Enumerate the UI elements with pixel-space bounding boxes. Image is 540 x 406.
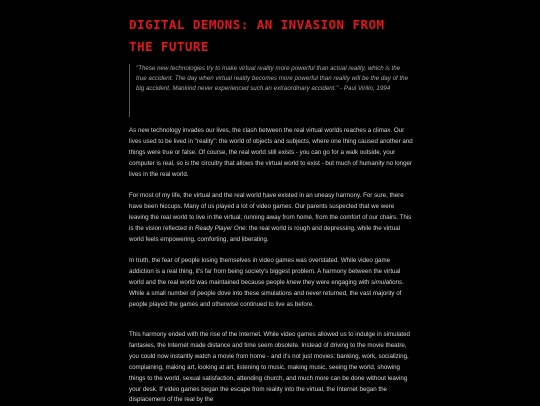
paragraph-4: This harmony ended with the rise of the Internet. While video games allowed us to indulge in simulated fantasies, the Internet made distance and time seem obsolete. Instead of driving to the movie theatre, you could now instantly watch a movie from home - and it's not just movies: banking, work, socializing, complaining, making art, looking at art, listening to music, making music, seeing the world, showing things to the world, sexual satisfaction, attending church, and much more can be done without leaving your desk. If video games began the escape from reality into the virtual, the Internet began the displacement of the real by the	[129, 331, 410, 404]
epigraph-quote: "These new technologies try to make virtual reality more powerful than actual reality, which is the true accident. The day when virtual reality becomes more powerful than reality will be the day of the big accident. Mankind never experienced such an extraordinary accident." - Paul Virilio, 1994	[129, 64, 412, 117]
paragraph-3	[129, 256, 414, 311]
paragraph-1: As new technology invades our lives, the clash between the real virtual worlds reaches a climax. Our lives used to be lived in "reality": the world of objects and subjects, where one thing caused another and things were true or false. Of course, the real world still exists - you can go for a walk outside, your computer is real, so is the circuitry that allows the virtual world to exist - but much of humanity no longer lives in the real world.	[129, 127, 413, 178]
paragraph-3-emphasis-simulations: simulations	[371, 278, 403, 286]
paragraph-3-text-after: . While a small number of people dove into these simulations and never returned, the vast majority of people played the games and otherwise continued to live as before.	[129, 278, 404, 308]
paragraph-2	[129, 191, 414, 246]
paragraph-3-text-middle: they were engaging with	[301, 278, 372, 286]
paragraph-3-text-before: In truth, the fear of people losing themselves in video games was overstated. While video game addiction is a real thing, it's far from being society's biggest problem. A harmony between the virtual world and the real world was maintained because people	[129, 257, 401, 286]
paragraph-2-text-after: : the real world is rough and depressing, while the virtual world feels empowering, comforting, and liberating.	[129, 224, 401, 243]
paragraph-2-emphasis: Ready Player One	[195, 224, 246, 232]
paragraph-3-emphasis-knew: knew	[286, 278, 301, 286]
page-title: DIGITAL DEMONS: AN INVASION FROM THE FUTURE	[129, 17, 385, 54]
paragraph-2-text-before: For most of my life, the virtual and the real world have existed in an uneasy harmony. For sure, there have been hiccups. Many of us played a lot of video games. Our parents suspected that we were leaving the real world to live in the virtual; running away from home, from the comfort of our chairs. This is the vision reflected in	[129, 192, 412, 232]
